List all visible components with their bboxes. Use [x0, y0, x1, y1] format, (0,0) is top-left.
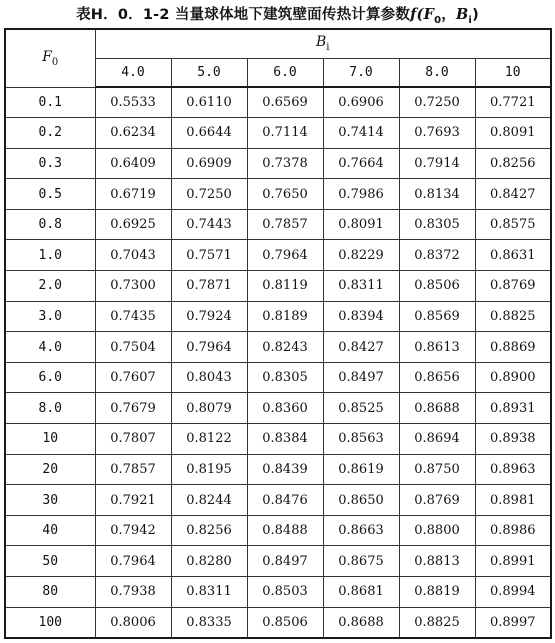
- table-row: [5, 301, 551, 332]
- value-cell: 0.8305: [247, 362, 323, 393]
- value-cell: 0.7964: [171, 332, 247, 363]
- value-cell: 0.8119: [247, 271, 323, 302]
- value-cell: 0.8384: [247, 424, 323, 455]
- value-cell: 0.8688: [323, 607, 399, 638]
- value-cell: 0.7435: [95, 301, 171, 332]
- table-row: [5, 454, 551, 485]
- bi-column-header: 7.0: [323, 58, 399, 87]
- value-cell: 0.8305: [399, 209, 475, 240]
- value-cell: 0.7921: [95, 485, 171, 516]
- value-cell: 0.8869: [475, 332, 551, 363]
- value-cell: 0.8372: [399, 240, 475, 271]
- value-cell: 0.7250: [171, 179, 247, 210]
- value-cell: 0.8506: [399, 271, 475, 302]
- table-row: [5, 607, 551, 638]
- value-cell: 0.7857: [95, 454, 171, 485]
- value-cell: 0.8800: [399, 515, 475, 546]
- value-cell: 0.8525: [323, 393, 399, 424]
- title-sub0: 0: [434, 14, 442, 26]
- value-cell: 0.7938: [95, 577, 171, 608]
- table-row: [5, 240, 551, 271]
- table-row: [5, 209, 551, 240]
- value-cell: 0.8656: [399, 362, 475, 393]
- value-cell: 0.7664: [323, 148, 399, 179]
- value-cell: 0.8497: [323, 362, 399, 393]
- table-row: [5, 179, 551, 210]
- value-cell: 0.7721: [475, 87, 551, 118]
- title-bvar: B: [455, 6, 469, 23]
- value-cell: 0.5533: [95, 87, 171, 118]
- table-row: [5, 393, 551, 424]
- value-cell: 0.6909: [171, 148, 247, 179]
- table-row: [5, 332, 551, 363]
- value-cell: 0.6719: [95, 179, 171, 210]
- table-row: [5, 148, 551, 179]
- title-subi: i: [468, 14, 473, 26]
- value-cell: 0.7414: [323, 118, 399, 149]
- value-cell: 0.8991: [475, 546, 551, 577]
- value-cell: 0.8825: [475, 301, 551, 332]
- value-cell: 0.7650: [247, 179, 323, 210]
- value-cell: 0.8476: [247, 485, 323, 516]
- value-cell: 0.8079: [171, 393, 247, 424]
- value-cell: 0.8613: [399, 332, 475, 363]
- value-cell: 0.8688: [399, 393, 475, 424]
- value-cell: 0.8575: [475, 209, 551, 240]
- value-cell: 0.8981: [475, 485, 551, 516]
- f0-cell: 0.3: [5, 148, 95, 179]
- value-cell: 0.7693: [399, 118, 475, 149]
- value-cell: 0.8900: [475, 362, 551, 393]
- f0-cell: 50: [5, 546, 95, 577]
- value-cell: 0.8256: [475, 148, 551, 179]
- value-cell: 0.8694: [399, 424, 475, 455]
- value-cell: 0.8675: [323, 546, 399, 577]
- f0-cell: 0.5: [5, 179, 95, 210]
- f0-cell: 4.0: [5, 332, 95, 363]
- value-cell: 0.7857: [247, 209, 323, 240]
- value-cell: 0.8963: [475, 454, 551, 485]
- value-cell: 0.7964: [247, 240, 323, 271]
- value-cell: 0.8134: [399, 179, 475, 210]
- bi-column-header: 4.0: [95, 58, 171, 87]
- value-cell: 0.6409: [95, 148, 171, 179]
- value-cell: 0.7807: [95, 424, 171, 455]
- f0-cell: 20: [5, 454, 95, 485]
- value-cell: 0.8488: [247, 515, 323, 546]
- value-cell: 0.7986: [323, 179, 399, 210]
- table-row: [5, 577, 551, 608]
- value-cell: 0.8825: [399, 607, 475, 638]
- value-cell: 0.8243: [247, 332, 323, 363]
- value-cell: 0.8091: [323, 209, 399, 240]
- title-func: f(F: [410, 6, 435, 23]
- value-cell: 0.8938: [475, 424, 551, 455]
- value-cell: 0.6569: [247, 87, 323, 118]
- f0-cell: 100: [5, 607, 95, 638]
- f0-cell: 0.8: [5, 209, 95, 240]
- value-cell: 0.7504: [95, 332, 171, 363]
- title-close: ): [472, 7, 479, 23]
- value-cell: 0.7114: [247, 118, 323, 149]
- f0-cell: 8.0: [5, 393, 95, 424]
- title-prefix: 表H．0．1-2 当量球体地下建筑壁面传热计算参数: [76, 7, 411, 23]
- value-cell: 0.7571: [171, 240, 247, 271]
- bi-column-header: 5.0: [171, 58, 247, 87]
- value-cell: 0.8619: [323, 454, 399, 485]
- value-cell: 0.8394: [323, 301, 399, 332]
- value-cell: 0.7964: [95, 546, 171, 577]
- value-cell: 0.8931: [475, 393, 551, 424]
- value-cell: 0.8650: [323, 485, 399, 516]
- f0-cell: 0.1: [5, 87, 95, 118]
- value-cell: 0.8195: [171, 454, 247, 485]
- table-row: [5, 118, 551, 149]
- value-cell: 0.8229: [323, 240, 399, 271]
- value-cell: 0.7679: [95, 393, 171, 424]
- value-cell: 0.8813: [399, 546, 475, 577]
- title-sep: ，: [441, 7, 456, 23]
- value-cell: 0.8360: [247, 393, 323, 424]
- value-cell: 0.7300: [95, 271, 171, 302]
- bi-column-header: 10: [475, 58, 551, 87]
- parameter-table: [4, 28, 552, 639]
- table-row: [5, 485, 551, 516]
- value-cell: 0.8997: [475, 607, 551, 638]
- value-cell: 0.7043: [95, 240, 171, 271]
- value-cell: 0.8427: [475, 179, 551, 210]
- table-row: [5, 271, 551, 302]
- table-row: [5, 546, 551, 577]
- value-cell: 0.8681: [323, 577, 399, 608]
- table-row: [5, 424, 551, 455]
- value-cell: 0.7607: [95, 362, 171, 393]
- value-cell: 0.8122: [171, 424, 247, 455]
- value-cell: 0.8439: [247, 454, 323, 485]
- value-cell: 0.7914: [399, 148, 475, 179]
- value-cell: 0.8631: [475, 240, 551, 271]
- value-cell: 0.8091: [475, 118, 551, 149]
- f0-cell: 10: [5, 424, 95, 455]
- value-cell: 0.8819: [399, 577, 475, 608]
- value-cell: 0.8663: [323, 515, 399, 546]
- value-cell: 0.8427: [323, 332, 399, 363]
- value-cell: 0.8563: [323, 424, 399, 455]
- value-cell: 0.8244: [171, 485, 247, 516]
- f0-cell: 80: [5, 577, 95, 608]
- table-row: [5, 515, 551, 546]
- value-cell: 0.7378: [247, 148, 323, 179]
- value-cell: 0.8311: [171, 577, 247, 608]
- value-cell: 0.8750: [399, 454, 475, 485]
- value-cell: 0.8006: [95, 607, 171, 638]
- value-cell: 0.7924: [171, 301, 247, 332]
- table-row: [5, 87, 551, 118]
- value-cell: 0.8497: [247, 546, 323, 577]
- value-cell: 0.8256: [171, 515, 247, 546]
- f0-cell: 6.0: [5, 362, 95, 393]
- value-cell: 0.8769: [475, 271, 551, 302]
- bi-column-header: 8.0: [399, 58, 475, 87]
- value-cell: 0.7942: [95, 515, 171, 546]
- value-cell: 0.8986: [475, 515, 551, 546]
- value-cell: 0.8569: [399, 301, 475, 332]
- f0-cell: 2.0: [5, 271, 95, 302]
- value-cell: 0.6906: [323, 87, 399, 118]
- col-header-bi: $B_i$: [95, 29, 551, 58]
- f0-cell: 40: [5, 515, 95, 546]
- f0-cell: 1.0: [5, 240, 95, 271]
- value-cell: 0.8189: [247, 301, 323, 332]
- value-cell: 0.7871: [171, 271, 247, 302]
- table-row: [5, 362, 551, 393]
- value-cell: 0.8503: [247, 577, 323, 608]
- value-cell: 0.8335: [171, 607, 247, 638]
- value-cell: 0.8280: [171, 546, 247, 577]
- value-cell: 0.7250: [399, 87, 475, 118]
- value-cell: 0.8769: [399, 485, 475, 516]
- table-body: [5, 87, 551, 638]
- bi-column-header: 6.0: [247, 58, 323, 87]
- table-title: [0, 2, 555, 28]
- f0-cell: 3.0: [5, 301, 95, 332]
- value-cell: 0.6644: [171, 118, 247, 149]
- value-cell: 0.7443: [171, 209, 247, 240]
- value-cell: 0.6925: [95, 209, 171, 240]
- value-cell: 0.8506: [247, 607, 323, 638]
- value-cell: 0.8311: [323, 271, 399, 302]
- value-cell: 0.6110: [171, 87, 247, 118]
- value-cell: 0.6234: [95, 118, 171, 149]
- f0-cell: 30: [5, 485, 95, 516]
- f0-cell: 0.2: [5, 118, 95, 149]
- row-header-f0: $F_0$: [5, 29, 95, 87]
- value-cell: 0.8043: [171, 362, 247, 393]
- value-cell: 0.8994: [475, 577, 551, 608]
